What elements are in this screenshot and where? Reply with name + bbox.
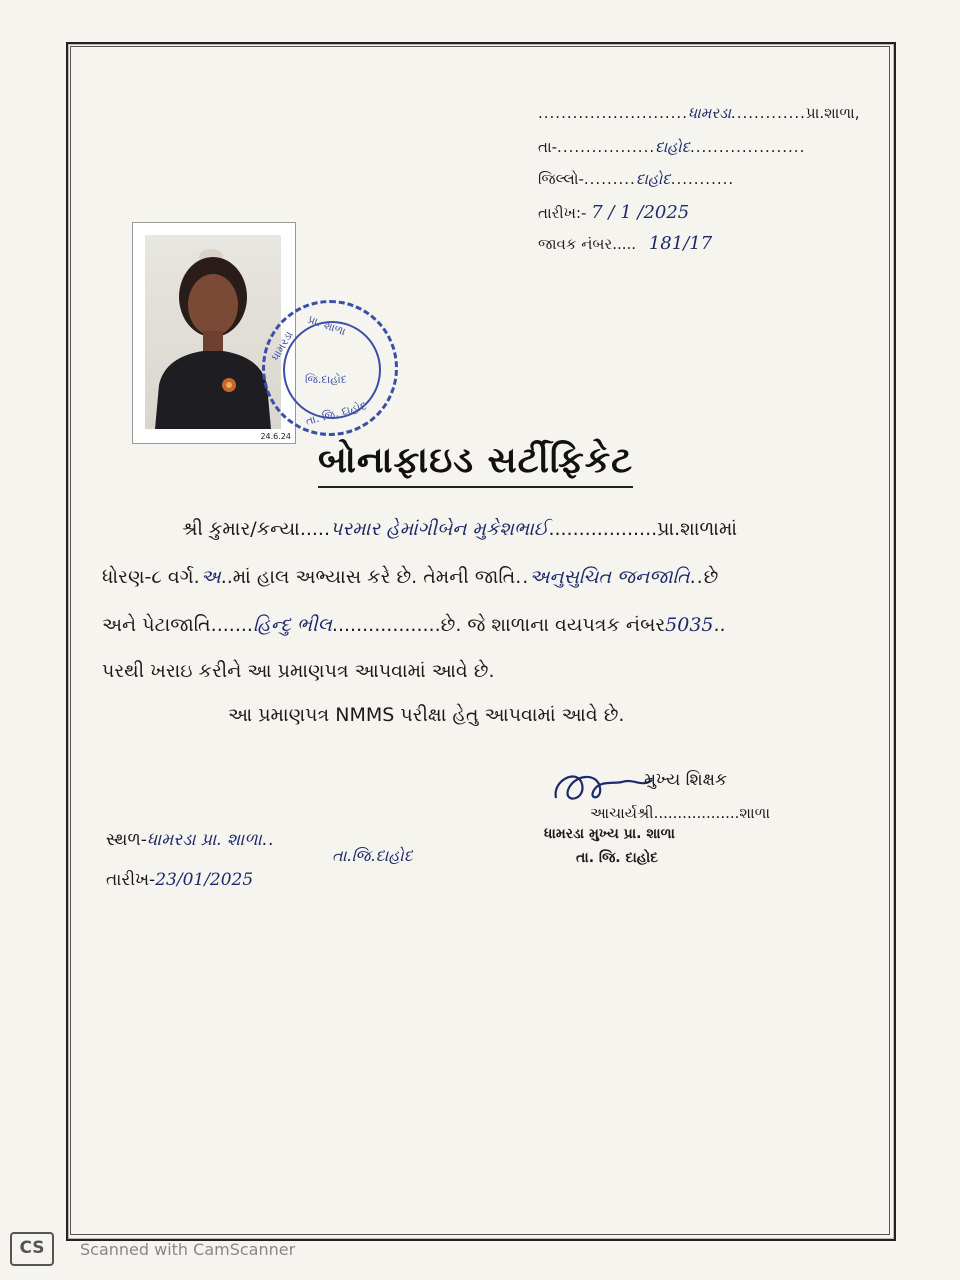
body-line-2: ધોરણ-૮ વર્ગ.અ..માં હાલ અભ્યાસ કરે છે. તેમની જાતિ..અનુસુચિત જનજાતિ..છે [102, 566, 719, 588]
person-silhouette-icon [145, 235, 281, 429]
subcaste-value: હિન્દુ ભીલ [252, 614, 332, 636]
line3-prefix: અને પેટાજાતિ....... [102, 614, 253, 636]
footer-date-value: 23/01/2025 [155, 870, 254, 890]
school-name-handwritten: ધામરડા [687, 104, 731, 122]
body-line-5: આ પ્રમાણપત્ર NMMS પરીક્ષા હેતુ આપવામાં આવે છે. [228, 704, 625, 726]
caste-value: અનુસુચિત જનજાતિ [529, 566, 690, 588]
body-line-3 [102, 614, 726, 636]
place-label: સ્થળ- [106, 830, 147, 850]
signature-role: મુખ્ય શિક્ષક [644, 770, 727, 790]
division-value: અ [200, 566, 221, 588]
header-school-line: ..........................ધામરડા.............પ્રા.શાળા, [538, 104, 860, 122]
body-line-1 [182, 518, 737, 540]
certificate-title: બોનાફાઇડ સર્ટીફિકેટ [318, 440, 633, 488]
seal-line-2: તા. જિ. દાહોદ [576, 850, 659, 866]
line2-prefix: ધોરણ-૮ વર્ગ [102, 566, 194, 588]
camscanner-logo-icon: CS [10, 1232, 54, 1266]
district-label: જિલ્લો- [538, 170, 584, 188]
line2-suffix: છે [703, 566, 719, 588]
date-value: 7 / 1 /2025 [591, 202, 690, 223]
stamp-middle-text: જિ.દાહોદ [305, 373, 347, 386]
signature-acharya-line [590, 804, 770, 822]
outward-label: જાવક નંબર..... [538, 235, 637, 253]
line1-prefix: શ્રી કુમાર/કન્યા..... [182, 518, 331, 540]
outward-value: 181/17 [648, 233, 713, 254]
header-date-line [538, 202, 689, 223]
taluka-value: દાહોદ [655, 138, 690, 156]
stamp-left-text: ધામરડા [268, 328, 296, 363]
district-value: દાહોદ [635, 170, 671, 188]
student-photo-image [145, 235, 281, 429]
footer-date-label: તારીખ- [106, 870, 156, 890]
stamp-top-text: પ્રા. શાળા [306, 312, 348, 339]
date-label: તારીખ:- [538, 204, 587, 222]
line3-suffix: .. [713, 614, 726, 636]
school-suffix: પ્રા.શાળા, [805, 104, 860, 122]
stamp-bottom-text: તા. જિ. દાહોદ [304, 399, 368, 428]
school-round-stamp [262, 300, 398, 436]
photo-date-stamp: 24.6.24 [260, 432, 291, 441]
student-name: પરમાર હેમાંગીબેન મુકેશભાઈ [330, 518, 549, 540]
acharya-label: આચાર્યશ્રી [590, 804, 654, 822]
place-value-2: તા.જિ.દાહોદ [332, 846, 413, 865]
taluka-label: તા- [538, 138, 558, 156]
footer-date-line [106, 870, 253, 890]
header-taluka-line: તા-.................દાહોદ.................... [538, 138, 806, 156]
footer-place-line: સ્થળ-ધામરડા પ્રા. શાળા.. [106, 830, 275, 850]
header-district-line: જિલ્લો-.........દાહોદ........... [538, 170, 735, 188]
line2-middle: ..માં હાલ અભ્યાસ કરે છે. તેમની જાતિ [220, 566, 516, 588]
line1-suffix: ..................પ્રા.શાળામાં [548, 518, 738, 540]
camscanner-text: Scanned with CamScanner [80, 1240, 296, 1259]
acharya-school-suffix: ..................શાળા [653, 804, 771, 822]
seal-line-1: ધામરડા મુખ્ય પ્રા. શાળા [544, 826, 675, 842]
body-line-4: પરથી ખરાઇ કરીને આ પ્રમાણપત્ર આપવામાં આવે છે. [102, 660, 495, 682]
register-number: 5035 [665, 614, 714, 636]
place-value: ધામરડા પ્રા. શાળા [146, 830, 262, 850]
line3-middle: ..................છે. જે શાળાના વયપત્રક નંબર [331, 614, 666, 636]
header-outward-line [538, 233, 712, 254]
